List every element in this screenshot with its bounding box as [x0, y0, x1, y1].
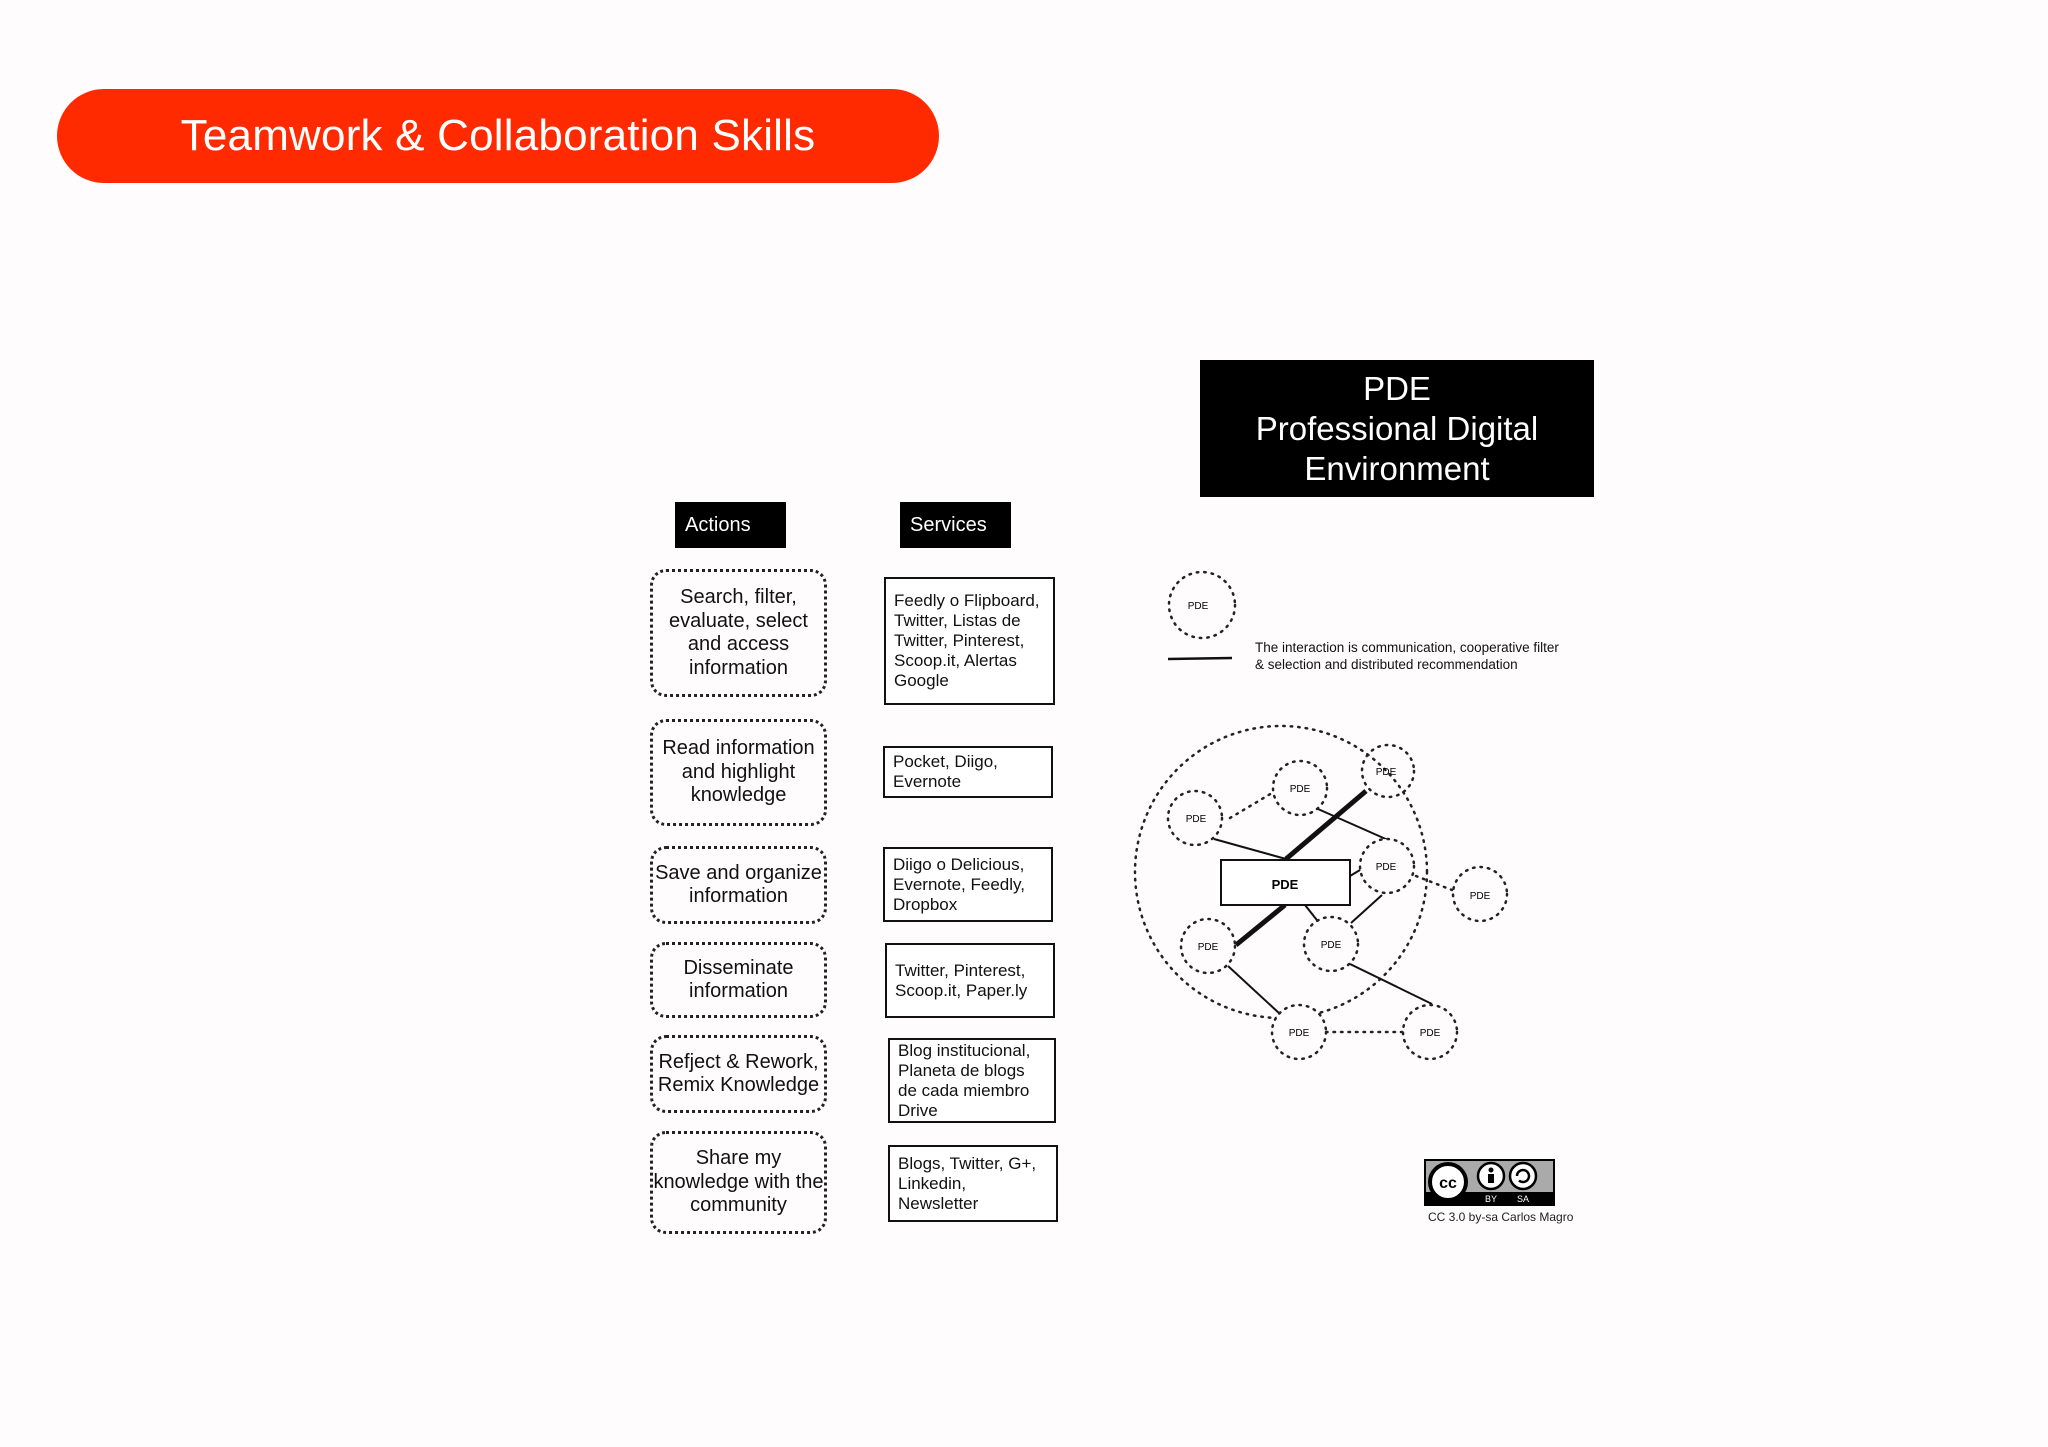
network-node-label: PDE [1185, 814, 1207, 825]
network-node-label: PDE [1469, 891, 1491, 902]
legend-interaction-text: The interaction is communication, cooperative filter & selection and distributed recommendation [1255, 640, 1559, 672]
legend-node [1169, 572, 1235, 638]
service-label: Blog institucional, Planeta de blogs de cada miembro Drive [898, 1040, 1031, 1120]
network-node [1272, 1005, 1326, 1059]
service-label: Blogs, Twitter, G+, Linkedin, Newsletter [898, 1153, 1037, 1213]
network-center-label: PDE [1271, 877, 1299, 892]
edge-strong [1236, 905, 1285, 945]
legend-interaction-line [1168, 658, 1232, 659]
network-node [1362, 745, 1414, 797]
edge-dotted [1230, 793, 1272, 818]
network-node-label: PDE [1375, 862, 1397, 873]
service-label: Pocket, Diigo, Evernote [893, 752, 998, 791]
action-label: Disseminate information [683, 956, 794, 1002]
network-node-label: PDE [1375, 767, 1397, 778]
service-label: Twitter, Pinterest, Scoop.it, Paper.ly [895, 960, 1028, 1000]
network-node-label: PDE [1419, 1028, 1441, 1039]
svg-text:cc: cc [1439, 1175, 1457, 1192]
pde-header-line1: PDE [1363, 369, 1431, 407]
license-caption: CC 3.0 by-sa Carlos Magro [1428, 1210, 1574, 1224]
services-header: Services [900, 502, 1011, 548]
network-node [1181, 919, 1235, 973]
page-title: Teamwork & Collaboration Skills [180, 111, 816, 160]
edge [1228, 966, 1280, 1014]
network-node [1273, 761, 1327, 815]
network-node [1360, 839, 1414, 893]
edge [1351, 895, 1382, 923]
network-node-label: PDE [1320, 940, 1342, 951]
network-node [1304, 917, 1358, 971]
service-label: Diigo o Delicious, Evernote, Feedly, Dropbox [893, 854, 1025, 914]
edge [1214, 839, 1286, 859]
pde-header-line2: Professional Digital [1255, 409, 1539, 447]
svg-text:BY: BY [1484, 1194, 1498, 1204]
network-center-node [1221, 860, 1350, 905]
actions-header: Actions [675, 502, 786, 548]
svg-text:SA: SA [1516, 1194, 1530, 1204]
action-label: Refject & Rework, Remix Knowledge [657, 1050, 820, 1096]
network-node-label: PDE [1289, 784, 1311, 795]
cc-license-badge [1425, 1160, 1554, 1205]
network-node [1453, 867, 1507, 921]
legend-node-label: PDE [1187, 601, 1209, 612]
network-node-label: PDE [1197, 942, 1219, 953]
edge [1350, 964, 1432, 1004]
network-node [1403, 1005, 1457, 1059]
network-node [1168, 791, 1222, 845]
action-label: Share my knowledge with the community [653, 1147, 824, 1217]
sa-share-alike-icon [1510, 1163, 1536, 1189]
action-label: Search, filter, evaluate, select and access information [669, 586, 808, 679]
pde-header-line3: Environment [1304, 449, 1490, 487]
service-label: Feedly o Flipboard, Twitter, Listas de Twitter, Pinterest, Scoop.it, Alertas Google [894, 591, 1040, 690]
network-node-label: PDE [1288, 1028, 1310, 1039]
action-label: Save and organize information [655, 861, 822, 907]
action-label: Read information and highlight knowledge [662, 737, 815, 807]
edge-dotted [1416, 876, 1452, 890]
